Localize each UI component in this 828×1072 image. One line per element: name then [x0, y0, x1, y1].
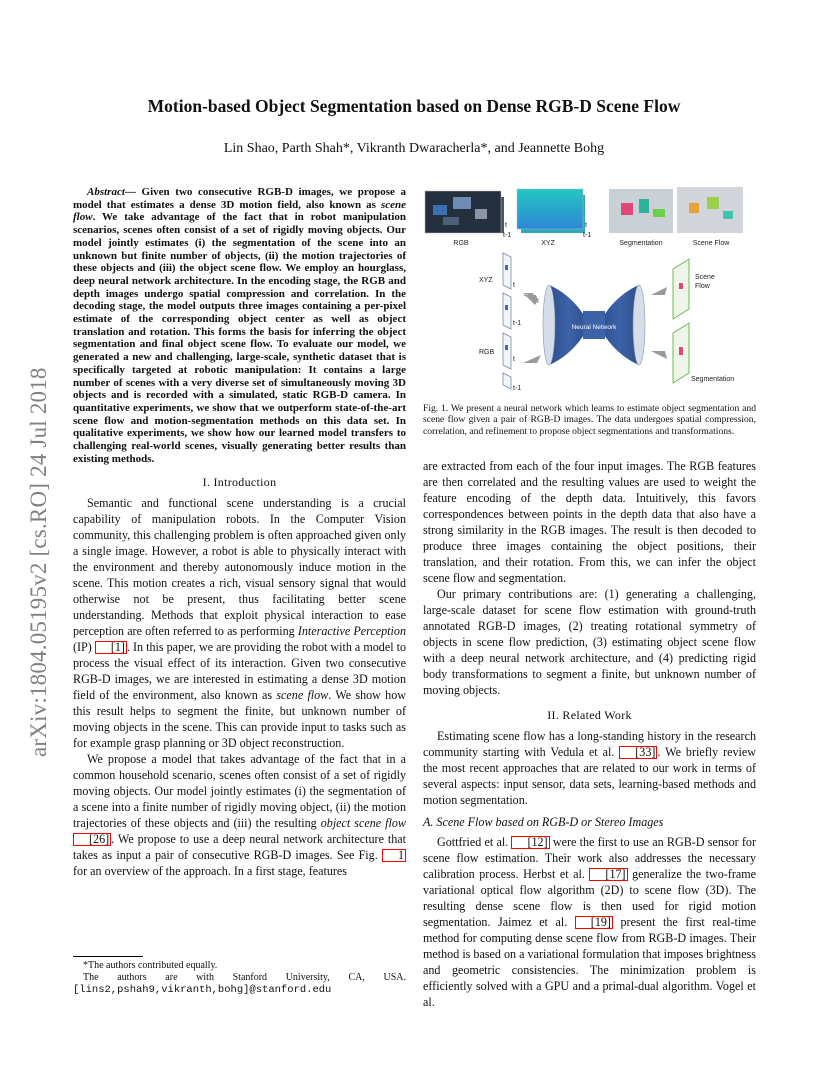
abstract-label: Abstract [87, 186, 125, 198]
fig-label-t-minus-1-4: t-1 [513, 385, 522, 392]
fig-label-t-minus-1-2: t-1 [583, 232, 592, 239]
citation-link[interactable]: [19] [575, 916, 613, 929]
fig-label-t-2: t [585, 222, 587, 229]
fig-label-xyz-left: XYZ [479, 277, 493, 284]
figure-1 [423, 183, 756, 393]
intro-paragraph-1 [73, 495, 406, 751]
figure-caption: Fig. 1. We present a neural network which learns to estimate object segmentation and scene flow given a pair of RGB-D images. The data undergoes spatial compression, correlation, and refinement to propose object segmentations and transformations. [423, 403, 756, 437]
fig-label-t: t [505, 222, 507, 229]
citation-link[interactable]: [26] [73, 833, 111, 846]
related-paragraph-1 [423, 728, 756, 808]
input-frames [503, 253, 511, 389]
fig-label-segmentation-top: Segmentation [619, 240, 663, 247]
related-paragraph-2 [423, 834, 756, 1010]
intro-p1-term2: scene flow [276, 688, 329, 703]
decoder-ellipse [633, 285, 645, 365]
fig-label-t-minus-1-3: t-1 [513, 320, 522, 327]
segmentation-thumbnail [609, 189, 673, 233]
related-p2-text-c: generalize the two-frame variational optical flow algorithm (2D) to scene flow (3D). The resulting dense scene flow is then used for rigid motion segmentation. Jaimez et al. [423, 867, 757, 929]
footnote-rule [73, 956, 143, 957]
fig-label-t-4: t [513, 356, 515, 363]
intro-paragraph-4: Our primary contributions are: (1) generating a challenging, large-scale dataset for scene flow estimation with ground-truth annotated RGB-D images, (2) treating rotational symmetry of objects in scene flow prediction, (3) estimating object scene flow with a deep neural network architecture, and (4) predicting rigid body transformations to segment a finite, but unknown number of moving objects. [423, 587, 756, 697]
fig-label-xyz-top: XYZ [541, 240, 555, 247]
related-p2-text-a: Gottfried et al. [437, 835, 512, 849]
citation-link[interactable]: [17] [589, 868, 627, 881]
citation-link[interactable]: [33] [619, 746, 657, 759]
output-frames [673, 259, 689, 383]
section-heading-related-work: II. Related Work [547, 708, 632, 722]
intro-p1-text-b: (IP) [73, 640, 95, 655]
subsection-heading-scene-flow: A. Scene Flow based on RGB-D or Stereo Images [423, 815, 664, 829]
sceneflow-thumbnail [677, 187, 743, 233]
frame-object [505, 265, 508, 270]
intro-p2-text-c: for an overview of the approach. In a first stage, features [73, 864, 348, 879]
frame-object [505, 305, 508, 310]
xyz-thumbnail-stack [517, 189, 585, 233]
figure-link[interactable]: 1 [382, 849, 406, 862]
right-column [423, 458, 756, 1010]
intro-p2-text-a: We propose a model that takes advantage of the fact that in a common household scenario, scenes often consist of a set of rigidly moving objects. Our model jointly estimates (i) the segmentation of a scene into a finite number of rigidly moving object, (ii) the motion trajectories of these objects and (iii) the resulting [73, 752, 406, 831]
abstract-text-b: . We take advantage of the fact that in robot manipulation scenarios, scenes often consist of a set of rigidly moving objects. Our model jointly estimates (i) the segmentation of the scene into an unknown but finite number of objects, (ii) the motion trajectories of these objects and (iii) the object scene flow. We employ an hourglass, deep neural network architecture. In the encoding stage, the RGB and depth images undergo spatial compression and correlation. In the decoding stage, the model outputs three images containing a per-pixel estimate of the corresponding object center as well as object translation and rotation. This forms the basis for inferring the object segmentation and final object scene flow. To evaluate our model, we generated a new and challenging, large-scale, synthetic dataset that is specifically targeted at robotic manipulation: It contains a large number of scenes with a very diverse set of simultaneously moving 3D objects and is recorded with a simulated, static RGB-D camera. In quantitative experiments, we show that we outperform state-of-the-art scene flow and motion-segmentation methods on this data set. In qualitative experiments, we show how our learned model transfers to challenging real-world scenes, visually generating better results than existing methods. [73, 211, 406, 465]
fig-label-flow: Flow [695, 283, 710, 290]
intro-p1-term: Interactive Perception [297, 624, 406, 639]
encoder-ellipse [543, 285, 555, 365]
citation-link[interactable]: [1] [95, 641, 127, 654]
footnote-equal-contribution: *The authors contributed equally. [83, 960, 218, 971]
footnote [73, 956, 406, 996]
abstract-dash: — [124, 186, 136, 198]
arrow-icon [523, 295, 539, 303]
related-p2-text-d: present the first real-time method for computing dense scene flow from RGB-D images. Their method is based on a variational formulation that imposes brightness and geometric consistencies. The minimization problem is efficiently solved with a GPU and a primal-dual algorithm. Vogel et al. [423, 915, 756, 1009]
related-p1-text-a: Estimating scene flow has a long-standing history in the research community starting with Vedula et al. [423, 729, 756, 759]
intro-paragraph-3: are extracted from each of the four input images. The RGB features are then correlated and the resulting values are used to weight the feature encoding of the depth data. Intuitively, this favors correspondences between points in the depth data that also have a strong similarity in the RGB images. The result is then decoded to produce three images containing the object positions, their translation, and their rotation. From this, we can infer the object scene flow and segmentation. [423, 459, 756, 585]
intro-p2-term: object scene flow [320, 816, 406, 831]
intro-p1-text-a: Semantic and functional scene understanding is a crucial capability of manipulation robots. In the Computer Vision community, this challenging problem is often approached given only a single image. However, a robot is able to physically interact with the environment and thereby autonomously induce motion in the scene. This motion creates a rich, visual sensory signal that would otherwise not be present, thus facilitating better scene understanding. Methods that exploit physical interaction to ease perception are often referred to as performing [73, 496, 406, 639]
section-heading-introduction: I. Introduction [202, 475, 277, 490]
abstract-term: scene flow [73, 198, 406, 224]
related-p1-text-b: . We briefly review the most recent approaches that are related to our work in terms of several aspects: input sensor, data sets, learning-based methods and motion segmentation. [423, 745, 756, 807]
citation-link[interactable]: [12] [511, 836, 549, 849]
fig-label-t-3: t [513, 282, 515, 289]
fig-label-scene: Scene [695, 274, 715, 281]
arxiv-stamp: arXiv:1804.05195v2 [cs.RO] 24 Jul 2018 [26, 367, 51, 757]
intro-p2-text-b: . We propose to use a deep neural network architecture that takes as input a pair of consecutive RGB-D images. See Fig. [73, 832, 406, 863]
frame-object [505, 345, 508, 350]
footnote-emails[interactable]: [lins2,pshah9,vikranth,bohg]@stanford.edu [73, 984, 332, 996]
intro-paragraph-2 [73, 751, 406, 879]
fig-label-segmentation-out: Segmentation [691, 376, 735, 383]
fig-label-t-minus-1: t-1 [503, 232, 512, 239]
fig-label-network: Neural Network [571, 324, 617, 331]
related-p2-text-b: were the first to use an RGB-D sensor for scene flow estimation. Their work also addresses the necessary calibration process. Herbst et al. [423, 835, 756, 881]
abstract-text-a: Given two consecutive RGB-D images, we propose a model that estimates a dense 3D motion field, also known as [73, 186, 406, 211]
rgb-thumbnail-stack [425, 191, 504, 233]
fig-label-rgb-top: RGB [453, 240, 469, 247]
author-list: Lin Shao, Parth Shah*, Vikranth Dwaracherla*, and Jeannette Bohg [223, 141, 605, 156]
overview-diagram [423, 183, 756, 393]
fig-label-rgb-left: RGB [479, 349, 495, 356]
left-column [73, 186, 406, 879]
abstract [73, 186, 406, 465]
footnote-affiliation: The authors are with Stanford University, CA, USA. [83, 972, 406, 983]
fig-label-sceneflow-top: Scene Flow [692, 240, 730, 247]
intro-p1-text-c: . In this paper, we are providing the robot with a model to process the visual effect of its interaction. Given two consecutive RGB-D images, we are interested in estimating a dense 3D motion field of the environment, also known as [73, 640, 406, 703]
intro-p1-text-d: . We show how this result helps to segment the finite, but unknown number of moving objects in the scene. This can provide input to tasks such as for example grasp planning or 3D object reconstruction. [73, 688, 406, 751]
paper-title: Motion-based Object Segmentation based on Dense RGB-D Scene Flow [147, 96, 681, 116]
